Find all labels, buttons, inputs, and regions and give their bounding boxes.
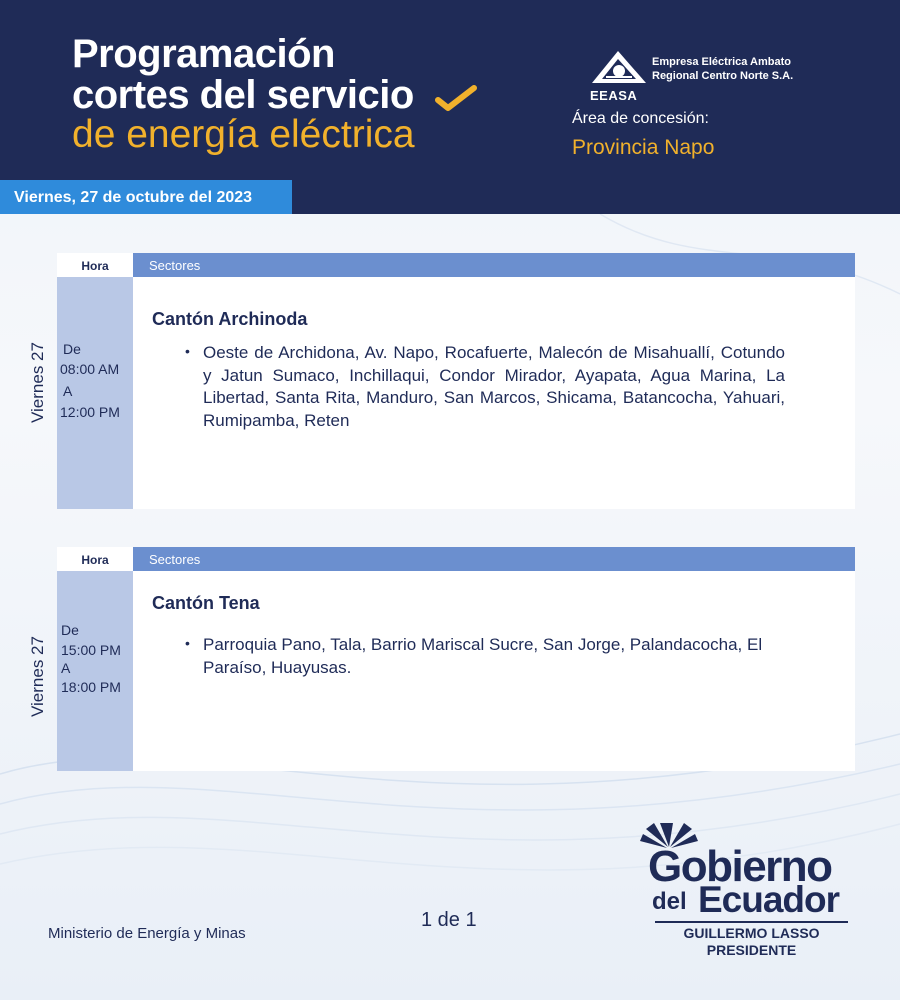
start-time: 08:00 AM [60, 361, 120, 377]
time-from-label: De [63, 341, 81, 357]
concession-area-label: Área de concesión: [572, 110, 709, 127]
canton-title: Cantón Tena [152, 593, 260, 613]
schedule-card-2 [57, 547, 855, 771]
day-label-1: Viernes 27 [28, 342, 47, 423]
card-header [57, 253, 855, 277]
gov-logo-gobierno: Gobierno [648, 842, 832, 891]
bullet-icon: • [185, 343, 190, 359]
time-from-label: De [61, 622, 79, 638]
sector-list: Parroquia Pano, Tala, Barrio Mariscal Sucre, San Jorge, Palandacocha, El Paraíso, Huayusas. [203, 635, 763, 677]
company-name-line-2: Regional Centro Norte S.A. [652, 70, 794, 82]
gov-president-role: PRESIDENTE [706, 942, 797, 958]
gov-president-name: GUILLERMO LASSO [683, 925, 820, 941]
day-label-2: Viernes 27 [28, 636, 47, 717]
date-tab: Viernes, 27 de octubre del 2023 [0, 180, 292, 214]
title-line-3: de energía eléctrica [72, 113, 415, 156]
bullet-icon: • [185, 635, 190, 651]
start-time: 15:00 PM [61, 642, 121, 658]
title-line-2: cortes del servicio [72, 73, 414, 117]
time-to-label: A [61, 660, 71, 676]
gov-logo-ecuador: Ecuador [698, 879, 840, 920]
card-header [57, 547, 855, 571]
check-icon [434, 82, 478, 112]
end-time: 18:00 PM [61, 679, 121, 695]
ministry-label: Ministerio de Energía y Minas [48, 925, 246, 942]
time-column [57, 277, 133, 509]
canton-title: Cantón Archinoda [152, 309, 308, 329]
end-time: 12:00 PM [60, 404, 120, 420]
time-column [57, 571, 133, 771]
concession-area-value: Provincia Napo [572, 136, 715, 159]
gov-logo-divider [655, 921, 848, 923]
sectors-content [133, 571, 855, 771]
page-indicator: 1 de 1 [421, 909, 477, 931]
schedule-card-1 [57, 253, 855, 509]
sectors-content [133, 277, 855, 509]
sector-list: Oeste de Archidona, Av. Napo, Rocafuerte, Malecón de Misahuallí, Cotundo y Jatun Sumaco, Inchillaqui, Condor Mirador, Ayapata, Agua Marina, La Libertad, Santa Rita, Manduro, San Marcos, Shicama, Batancocha, Yahuari, Rumipamba, Reten [203, 343, 785, 430]
sectores-column-header: Sectores [133, 547, 855, 571]
title-line-1: Programación [72, 32, 335, 76]
company-name-line-1: Empresa Eléctrica Ambato [652, 56, 791, 68]
hora-column-header: Hora [57, 253, 133, 277]
logo-text: EEASA [590, 88, 638, 103]
time-to-label: A [63, 383, 73, 399]
sectores-column-header: Sectores [133, 253, 855, 277]
gov-logo-del: del [652, 888, 687, 915]
hora-column-header: Hora [57, 547, 133, 571]
